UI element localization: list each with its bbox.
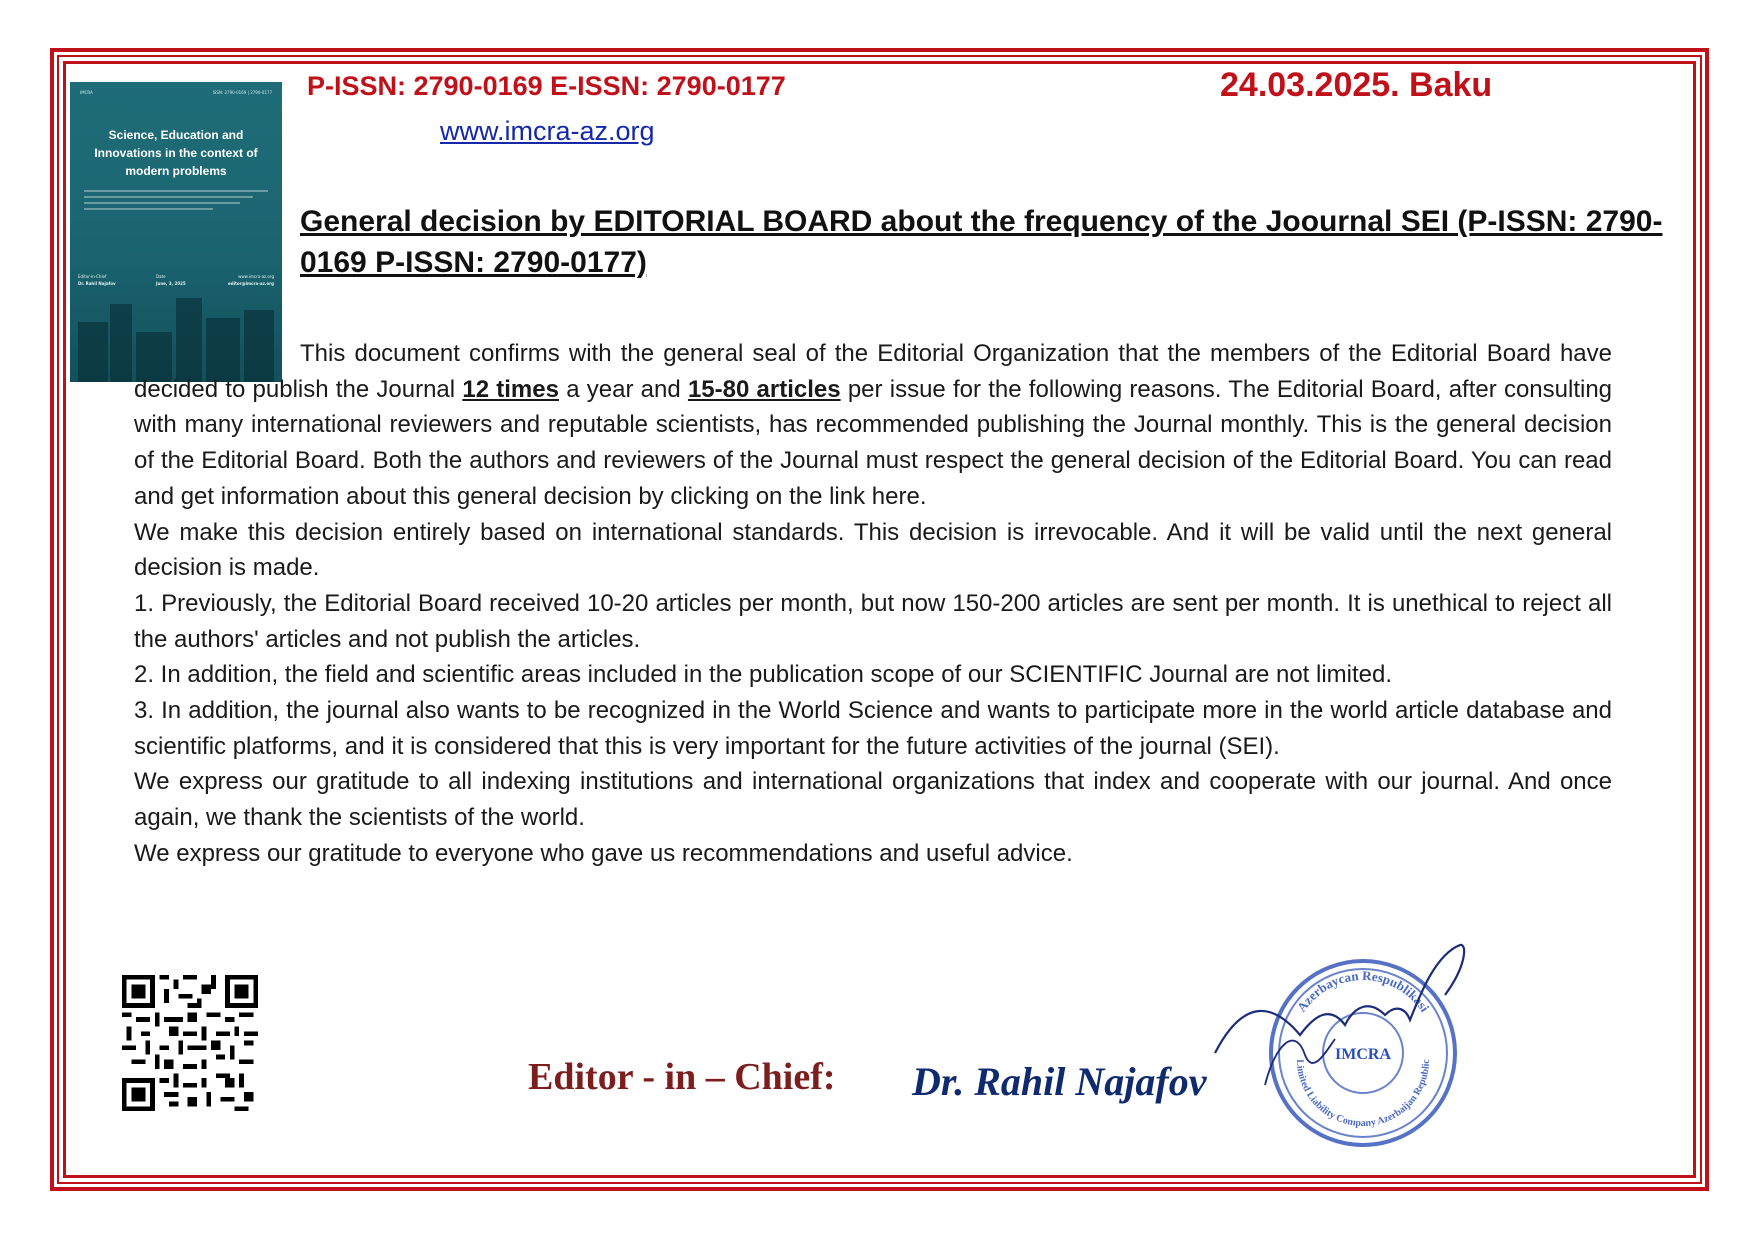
document-date: 24.03.2025. Baku: [1220, 66, 1493, 104]
intro-text-a: This document confirms with the general seal of the Editorial Organization that the members of the Editorial Board have decided to publish the Journal: [134, 340, 1612, 403]
intro-text-b: a year and: [558, 375, 688, 403]
qr-code-icon[interactable]: [122, 975, 258, 1111]
website-link[interactable]: www.imcra-az.org: [440, 116, 655, 146]
seal-top-text: Azerbaycan Respublikasi: [1293, 967, 1433, 1015]
body-paragraph: 2. In addition, the field and scientific areas included in the publication scope of our SCIENTIFIC Journal are not limited.: [134, 661, 1393, 689]
cover-issn: ISSN: 2790-0169 | 2790-0177: [212, 90, 272, 95]
cover-date-label: Date: [156, 274, 166, 279]
body-paragraph: We make this decision entirely based on international standards. This decision is irrevocable. And it will be valid until the next general decision is made.: [134, 518, 1612, 582]
body-paragraph: We express our gratitude to everyone who gave us recommendations and useful advice.: [134, 839, 1073, 867]
cover-email: editor@imcra-az.org: [228, 281, 274, 286]
seal-center-text: IMCRA: [1335, 1046, 1391, 1063]
document-heading: General decision by EDITORIAL BOARD about the frequency of the Joournal SEI (P-ISSN: 2790-0169 P-ISSN: 2790-0177): [300, 205, 1663, 279]
editor-in-chief-label: Editor - in – Chief:: [528, 1056, 836, 1098]
cover-title: Science, Education and Innovations in the context of modern problems: [94, 128, 258, 178]
body-paragraph: We express our gratitude to all indexing institutions and international organizations that index and cooperate with our journal. And once again, we thank the scientists of the world.: [134, 768, 1612, 832]
cover-site: www.imcra-az.org: [238, 274, 274, 279]
journal-issn: P-ISSN: 2790-0169 E-ISSN: 2790-0177: [307, 71, 786, 101]
stamp-icon: [1205, 935, 1475, 1160]
cover-editor-label: Editor-in-Chief: [78, 274, 107, 279]
cover-editor-name: Dr. Rahil Najafov: [78, 281, 116, 286]
cover-publisher: IMCRA: [80, 90, 93, 95]
document-body: [134, 336, 1612, 872]
seal-bottom-text: Limited Liability Company Azerbaijan Republic: [1293, 1059, 1433, 1130]
cover-footer: [78, 274, 274, 294]
editor-signature-name: Dr. Rahil Najafov: [912, 1059, 1207, 1104]
articles-highlight: 15-80 articles: [687, 375, 841, 403]
body-paragraph: 1. Previously, the Editorial Board received 10-20 articles per month, but now 150-200 articles are sent per month. It is unethical to reject all the authors' articles and not publish the articles.: [134, 589, 1612, 653]
frequency-highlight: 12 times: [462, 375, 559, 403]
body-paragraph: 3. In addition, the journal also wants to be recognized in the World Science and wants to participate more in the world article database and scientific platforms, and it is considered that this is very important for the future activities of the journal (SEI).: [134, 697, 1612, 760]
intro-text-c: per issue for the following reasons. The Editorial Board, after consulting with many international reviewers and reputable scientists, has recommended publishing the Journal monthly. This is the general decision of the Editorial Board. Both the authors and reviewers of the Journal must respect the general decision of the Editorial Board. You can read and get information about this general decision by clicking on the link here.: [134, 375, 1613, 510]
cover-description-lines: [84, 190, 268, 214]
cover-date: June, 3, 2025: [156, 281, 186, 286]
intro-paragraph: [134, 336, 1612, 515]
